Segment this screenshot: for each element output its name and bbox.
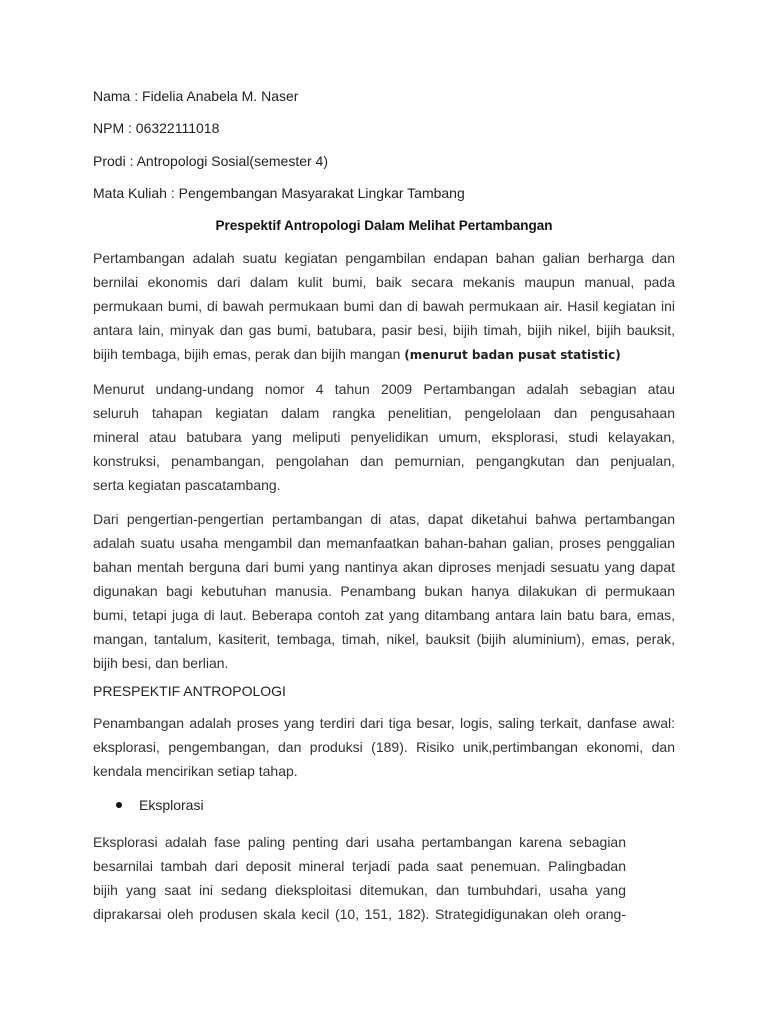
- paragraph-line: Pertambangan adalah suatu kegiatan pengambilan endapan bahan galian berharga dan: [93, 250, 675, 266]
- bullet-icon: [116, 802, 122, 808]
- student-npm: NPM : 06322111018: [93, 120, 220, 136]
- paragraph-line: bahan mentah berguna dari bumi yang nantinya akan diproses menjadi sesuatu yang dapat: [93, 559, 675, 575]
- paragraph-line: Penambangan adalah proses yang terdiri dari tiga besar, logis, saling terkait, danfase awal:: [93, 715, 675, 731]
- paragraph-line: Menurut undang-undang nomor 4 tahun 2009 Pertambangan adalah sebagian atau: [93, 381, 675, 397]
- paragraph-line: bumi, tetapi juga di laut. Beberapa contoh zat yang ditambang antara lain batu bara, emas,: [93, 607, 675, 623]
- paragraph-line: bijih yang saat ini sedang dieksploitasi ditemukan, dan tumbuhdari, usaha yang: [93, 882, 626, 898]
- course-name: Mata Kuliah : Pengembangan Masyarakat Lingkar Tambang: [93, 185, 465, 201]
- paragraph-line: digunakan bagi kebutuhan manusia. Penambang bukan hanya dilakukan di permukaan: [93, 583, 675, 599]
- paragraph-law: [93, 377, 675, 497]
- paragraph-anthropology: [93, 711, 675, 783]
- paragraph-definition: [93, 246, 675, 366]
- source-citation: (menurut badan pusat statistic): [404, 348, 621, 362]
- paragraph-line: serta kegiatan pascatambang.: [93, 477, 281, 493]
- paragraph-line: Dari pengertian-pengertian pertambangan di atas, dapat diketahui bahwa pertambangan: [93, 511, 675, 527]
- paragraph-line: konstruksi, penambangan, pengolahan dan pemurnian, pengangkutan dan penjualan,: [93, 453, 675, 469]
- paragraph-line-text: bijih tembaga, bijih emas, perak dan bijih mangan: [93, 346, 405, 362]
- paragraph-line: adalah suatu usaha mengambil dan memanfaatkan bahan-bahan galian, proses penggalian: [93, 535, 675, 551]
- paragraph-line: seluruh tahapan kegiatan dalam rangka penelitian, pengelolaan dan pengusahaan: [93, 405, 675, 421]
- bullet-item-eksplorasi: Eksplorasi: [139, 797, 204, 813]
- paragraph-line: bernilai ekonomis dari dalam kulit bumi, baik secara mekanis maupun manual, pada: [93, 274, 675, 290]
- document-title: Prespektif Antropologi Dalam Melihat Pertambangan: [215, 218, 553, 233]
- paragraph-line: mineral atau batubara yang meliputi penyelidikan umum, eksplorasi, studi kelayakan,: [93, 429, 675, 445]
- paragraph-line: antara lain, minyak dan gas bumi, batubara, pasir besi, bijih timah, bijih nikel, bijih bauksit,: [93, 322, 675, 338]
- paragraph-line: Eksplorasi adalah fase paling penting dari usaha pertambangan karena sebagian: [93, 834, 626, 850]
- study-program: Prodi : Antropologi Sosial(semester 4): [93, 153, 328, 169]
- paragraph-line: permukaan bumi, di bawah permukaan bumi dan di bawah permukaan air. Hasil kegiatan ini: [93, 298, 675, 314]
- paragraph-exploration: [93, 830, 626, 926]
- section-heading: PRESPEKTIF ANTROPOLOGI: [93, 683, 286, 699]
- paragraph-line: besarnilai tambah dari deposit mineral terjadi pada saat penemuan. Palingbadan: [93, 858, 626, 874]
- paragraph-line: bijih besi, dan berlian.: [93, 655, 229, 671]
- student-name: Nama : Fidelia Anabela M. Naser: [93, 88, 299, 104]
- paragraph-line: diprakarsai oleh produsen skala kecil (10, 151, 182). Strategidigunakan oleh orang-: [93, 906, 626, 922]
- paragraph-line: mangan, tantalum, kasiterit, tembaga, timah, nikel, bauksit (bijih aluminium), emas, perak,: [93, 631, 675, 647]
- paragraph-summary: [93, 507, 675, 675]
- paragraph-line: [93, 342, 675, 366]
- paragraph-line: eksplorasi, pengembangan, dan produksi (189). Risiko unik,pertimbangan ekonomi, dan: [93, 739, 675, 755]
- paragraph-line: kendala mencirikan setiap tahap.: [93, 763, 298, 779]
